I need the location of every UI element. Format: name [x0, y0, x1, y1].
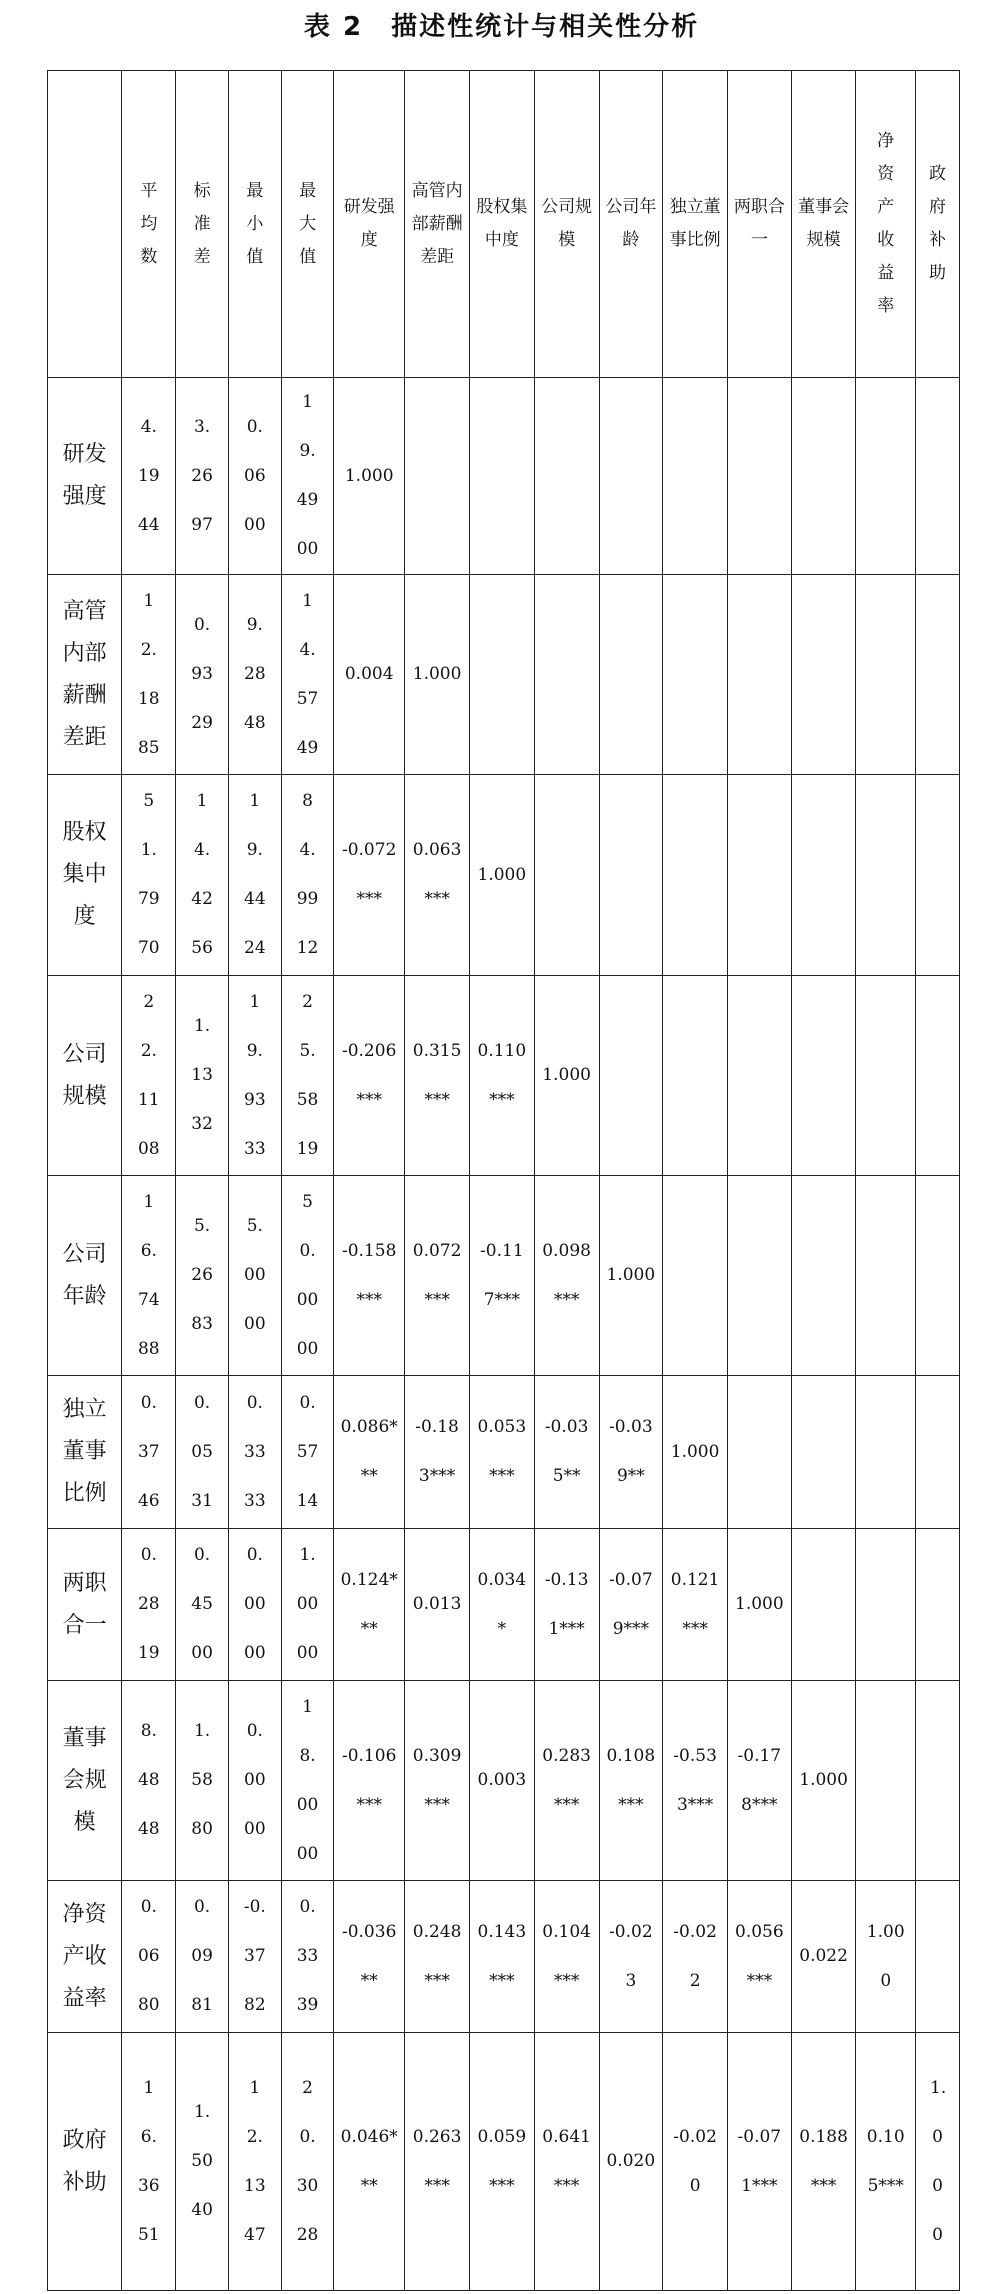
table-cell: 0.053*** [469, 1376, 534, 1529]
table-cell [727, 575, 791, 775]
header-cell: 最大值 [281, 71, 333, 378]
table-cell: 5.2683 [176, 1176, 228, 1376]
table-cell: 0.034* [469, 1529, 534, 1681]
table-cell [916, 1376, 960, 1529]
table-cell: 16.7488 [122, 1176, 176, 1376]
table-cell [599, 976, 663, 1176]
table-cell [663, 378, 728, 575]
table-row [48, 1681, 960, 1881]
table-cell: 1.5040 [176, 2033, 228, 2291]
table-cell: 19.4900 [281, 378, 333, 575]
table-cell [856, 1681, 916, 1881]
table-cell [791, 1176, 856, 1376]
table-cell [469, 378, 534, 575]
table-cell: 18.0000 [281, 1681, 333, 1881]
table-cell [469, 575, 534, 775]
header-cell: 两职合一 [727, 71, 791, 378]
table-cell: 1.000 [727, 1529, 791, 1681]
table-cell [727, 775, 791, 976]
table-cell [727, 976, 791, 1176]
table-cell: 0.059*** [469, 2033, 534, 2291]
table-cell: 0.108*** [599, 1681, 663, 1881]
table-cell: 1.000 [663, 1376, 728, 1529]
table-cell: 0.063*** [405, 775, 470, 976]
table-title: 表 2 描述性统计与相关性分析 [303, 12, 700, 42]
table-cell [791, 378, 856, 575]
row-label: 公司规模 [48, 976, 122, 1176]
table-cell [405, 378, 470, 575]
table-cell: 25.5819 [281, 976, 333, 1176]
table-cell [534, 775, 599, 976]
table-cell: -0.117*** [469, 1176, 534, 1376]
table-cell: -0.035** [534, 1376, 599, 1529]
table-cell: 1.000 [334, 378, 405, 575]
table-cell: -0.158*** [334, 1176, 405, 1376]
table-cell [856, 976, 916, 1176]
table-row [48, 775, 960, 976]
table-cell: 3.2697 [176, 378, 228, 575]
table-cell [916, 378, 960, 575]
table-cell: 1.000 [856, 1881, 916, 2033]
table-cell: 0.188*** [791, 2033, 856, 2291]
row-label: 研发强度 [48, 378, 122, 575]
table-cell: 0.121*** [663, 1529, 728, 1681]
table-cell: 0.3333 [228, 1376, 281, 1529]
table-row [48, 2033, 960, 2291]
table-cell: 0.072*** [405, 1176, 470, 1376]
row-label: 政府补助 [48, 2033, 122, 2291]
table-cell [856, 378, 916, 575]
table-cell: 0.248*** [405, 1881, 470, 2033]
table-cell [791, 1376, 856, 1529]
table-cell: -0.079*** [599, 1529, 663, 1681]
table-cell: 8.4848 [122, 1681, 176, 1881]
table-cell [856, 1529, 916, 1681]
table-row [48, 976, 960, 1176]
table-cell: 0.013 [405, 1529, 470, 1681]
stats-table [47, 70, 960, 2291]
header-cell: 股权集中度 [469, 71, 534, 378]
table-cell: 0.046*** [334, 2033, 405, 2291]
table-cell: 0.0600 [228, 378, 281, 575]
table-cell [534, 378, 599, 575]
table-cell: 1.1332 [176, 976, 228, 1176]
table-cell: -0.071*** [727, 2033, 791, 2291]
table-cell: 12.1347 [228, 2033, 281, 2291]
table-cell: 4.1944 [122, 378, 176, 575]
header-corner [48, 71, 122, 378]
header-cell: 董事会规模 [791, 71, 856, 378]
table-cell [791, 976, 856, 1176]
table-cell: 0.003 [469, 1681, 534, 1881]
table-cell: 19.4424 [228, 775, 281, 976]
table-cell: -0.183*** [405, 1376, 470, 1529]
table-cell [856, 775, 916, 976]
table-cell: 1.5880 [176, 1681, 228, 1881]
table-cell [663, 976, 728, 1176]
table-cell: -0.039** [599, 1376, 663, 1529]
table-cell: 0.110*** [469, 976, 534, 1176]
table-cell [916, 1529, 960, 1681]
table-row [48, 1529, 960, 1681]
table-cell: 14.5749 [281, 575, 333, 775]
table-cell [856, 1176, 916, 1376]
table-cell: 0.283*** [534, 1681, 599, 1881]
table-cell: 0.056*** [727, 1881, 791, 2033]
table-row [48, 1376, 960, 1529]
table-cell: 9.2848 [228, 575, 281, 775]
table-cell: 0.3746 [122, 1376, 176, 1529]
table-row [48, 1881, 960, 2033]
table-cell: 16.3651 [122, 2033, 176, 2291]
table-row [48, 575, 960, 775]
table-cell [791, 775, 856, 976]
table-cell: 0.004 [334, 575, 405, 775]
table-cell [916, 575, 960, 775]
table-cell [727, 378, 791, 575]
row-label: 高管内部薪酬差距 [48, 575, 122, 775]
table-cell: 1.000 [599, 1176, 663, 1376]
table-cell: 0.3339 [281, 1881, 333, 2033]
table-cell: -0.178*** [727, 1681, 791, 1881]
header-cell: 高管内部薪酬差距 [405, 71, 470, 378]
table-cell: 1.000 [405, 575, 470, 775]
table-cell [856, 1376, 916, 1529]
table-cell: 1.000 [534, 976, 599, 1176]
table-row [48, 378, 960, 575]
table-cell: 0.2819 [122, 1529, 176, 1681]
header-cell: 标准差 [176, 71, 228, 378]
table-cell: 0.086*** [334, 1376, 405, 1529]
table-cell: 51.7970 [122, 775, 176, 976]
table-cell: 0.0000 [228, 1681, 281, 1881]
table-cell: 0.022 [791, 1881, 856, 2033]
table-cell: 0.124*** [334, 1529, 405, 1681]
table-cell [916, 1881, 960, 2033]
table-cell [663, 1176, 728, 1376]
table-cell: 5.0000 [228, 1176, 281, 1376]
table-cell: 0.263*** [405, 2033, 470, 2291]
table-cell: 0.0981 [176, 1881, 228, 2033]
table-cell: 50.0000 [281, 1176, 333, 1376]
table-cell: 0.105*** [856, 2033, 916, 2291]
table-cell [599, 775, 663, 976]
table-cell [916, 976, 960, 1176]
header-row [48, 71, 960, 378]
table-cell: 0.641*** [534, 2033, 599, 2291]
table-cell: 0.9329 [176, 575, 228, 775]
table-cell [599, 378, 663, 575]
header-cell: 净资产收益率 [856, 71, 916, 378]
table-cell: 14.4256 [176, 775, 228, 976]
table-cell: -0.106*** [334, 1681, 405, 1881]
table-cell: -0.072*** [334, 775, 405, 976]
table-cell: 12.1885 [122, 575, 176, 775]
header-cell: 独立董事比例 [663, 71, 728, 378]
table-cell: 0.315*** [405, 976, 470, 1176]
table-row [48, 1176, 960, 1376]
table-cell [856, 575, 916, 775]
row-label: 股权集中度 [48, 775, 122, 976]
table-cell [791, 1529, 856, 1681]
header-cell: 最小值 [228, 71, 281, 378]
table-cell [727, 1376, 791, 1529]
table-cell: -0.3782 [228, 1881, 281, 2033]
row-label: 董事会规模 [48, 1681, 122, 1881]
table-cell: 0.4500 [176, 1529, 228, 1681]
header-cell: 研发强度 [334, 71, 405, 378]
row-label: 独立董事比例 [48, 1376, 122, 1529]
table-cell: 0.0680 [122, 1881, 176, 2033]
header-cell: 公司规模 [534, 71, 599, 378]
table-cell: 22.1108 [122, 976, 176, 1176]
table-cell [663, 575, 728, 775]
table-cell: -0.036** [334, 1881, 405, 2033]
table-cell: -0.023 [599, 1881, 663, 2033]
table-cell: -0.131*** [534, 1529, 599, 1681]
row-label: 公司年龄 [48, 1176, 122, 1376]
table-cell [916, 1681, 960, 1881]
table-cell: 0.098*** [534, 1176, 599, 1376]
table-cell: 20.3028 [281, 2033, 333, 2291]
row-label: 两职合一 [48, 1529, 122, 1681]
row-label: 净资产收益率 [48, 1881, 122, 2033]
table-cell: 0.143*** [469, 1881, 534, 2033]
table-cell: 1.000 [916, 2033, 960, 2291]
table-cell: 0.104*** [534, 1881, 599, 2033]
table-cell: -0.020 [663, 2033, 728, 2291]
table-cell [727, 1176, 791, 1376]
table-cell: -0.022 [663, 1881, 728, 2033]
table-cell: 1.000 [469, 775, 534, 976]
table-cell: 0.020 [599, 2033, 663, 2291]
table-cell [663, 775, 728, 976]
table-cell [599, 575, 663, 775]
table-cell [791, 575, 856, 775]
table-cell: 19.9333 [228, 976, 281, 1176]
table-cell [534, 575, 599, 775]
table-cell: 1.000 [791, 1681, 856, 1881]
table-cell [916, 1176, 960, 1376]
table-cell [916, 775, 960, 976]
header-cell: 政府补助 [916, 71, 960, 378]
table-cell: 1.0000 [281, 1529, 333, 1681]
table-cell: 0.5714 [281, 1376, 333, 1529]
table-cell: 0.0000 [228, 1529, 281, 1681]
table-cell: 0.309*** [405, 1681, 470, 1881]
header-cell: 公司年龄 [599, 71, 663, 378]
table-cell: 0.0531 [176, 1376, 228, 1529]
table-cell: -0.533*** [663, 1681, 728, 1881]
table-cell: -0.206*** [334, 976, 405, 1176]
header-cell: 平均数 [122, 71, 176, 378]
table-cell: 84.9912 [281, 775, 333, 976]
